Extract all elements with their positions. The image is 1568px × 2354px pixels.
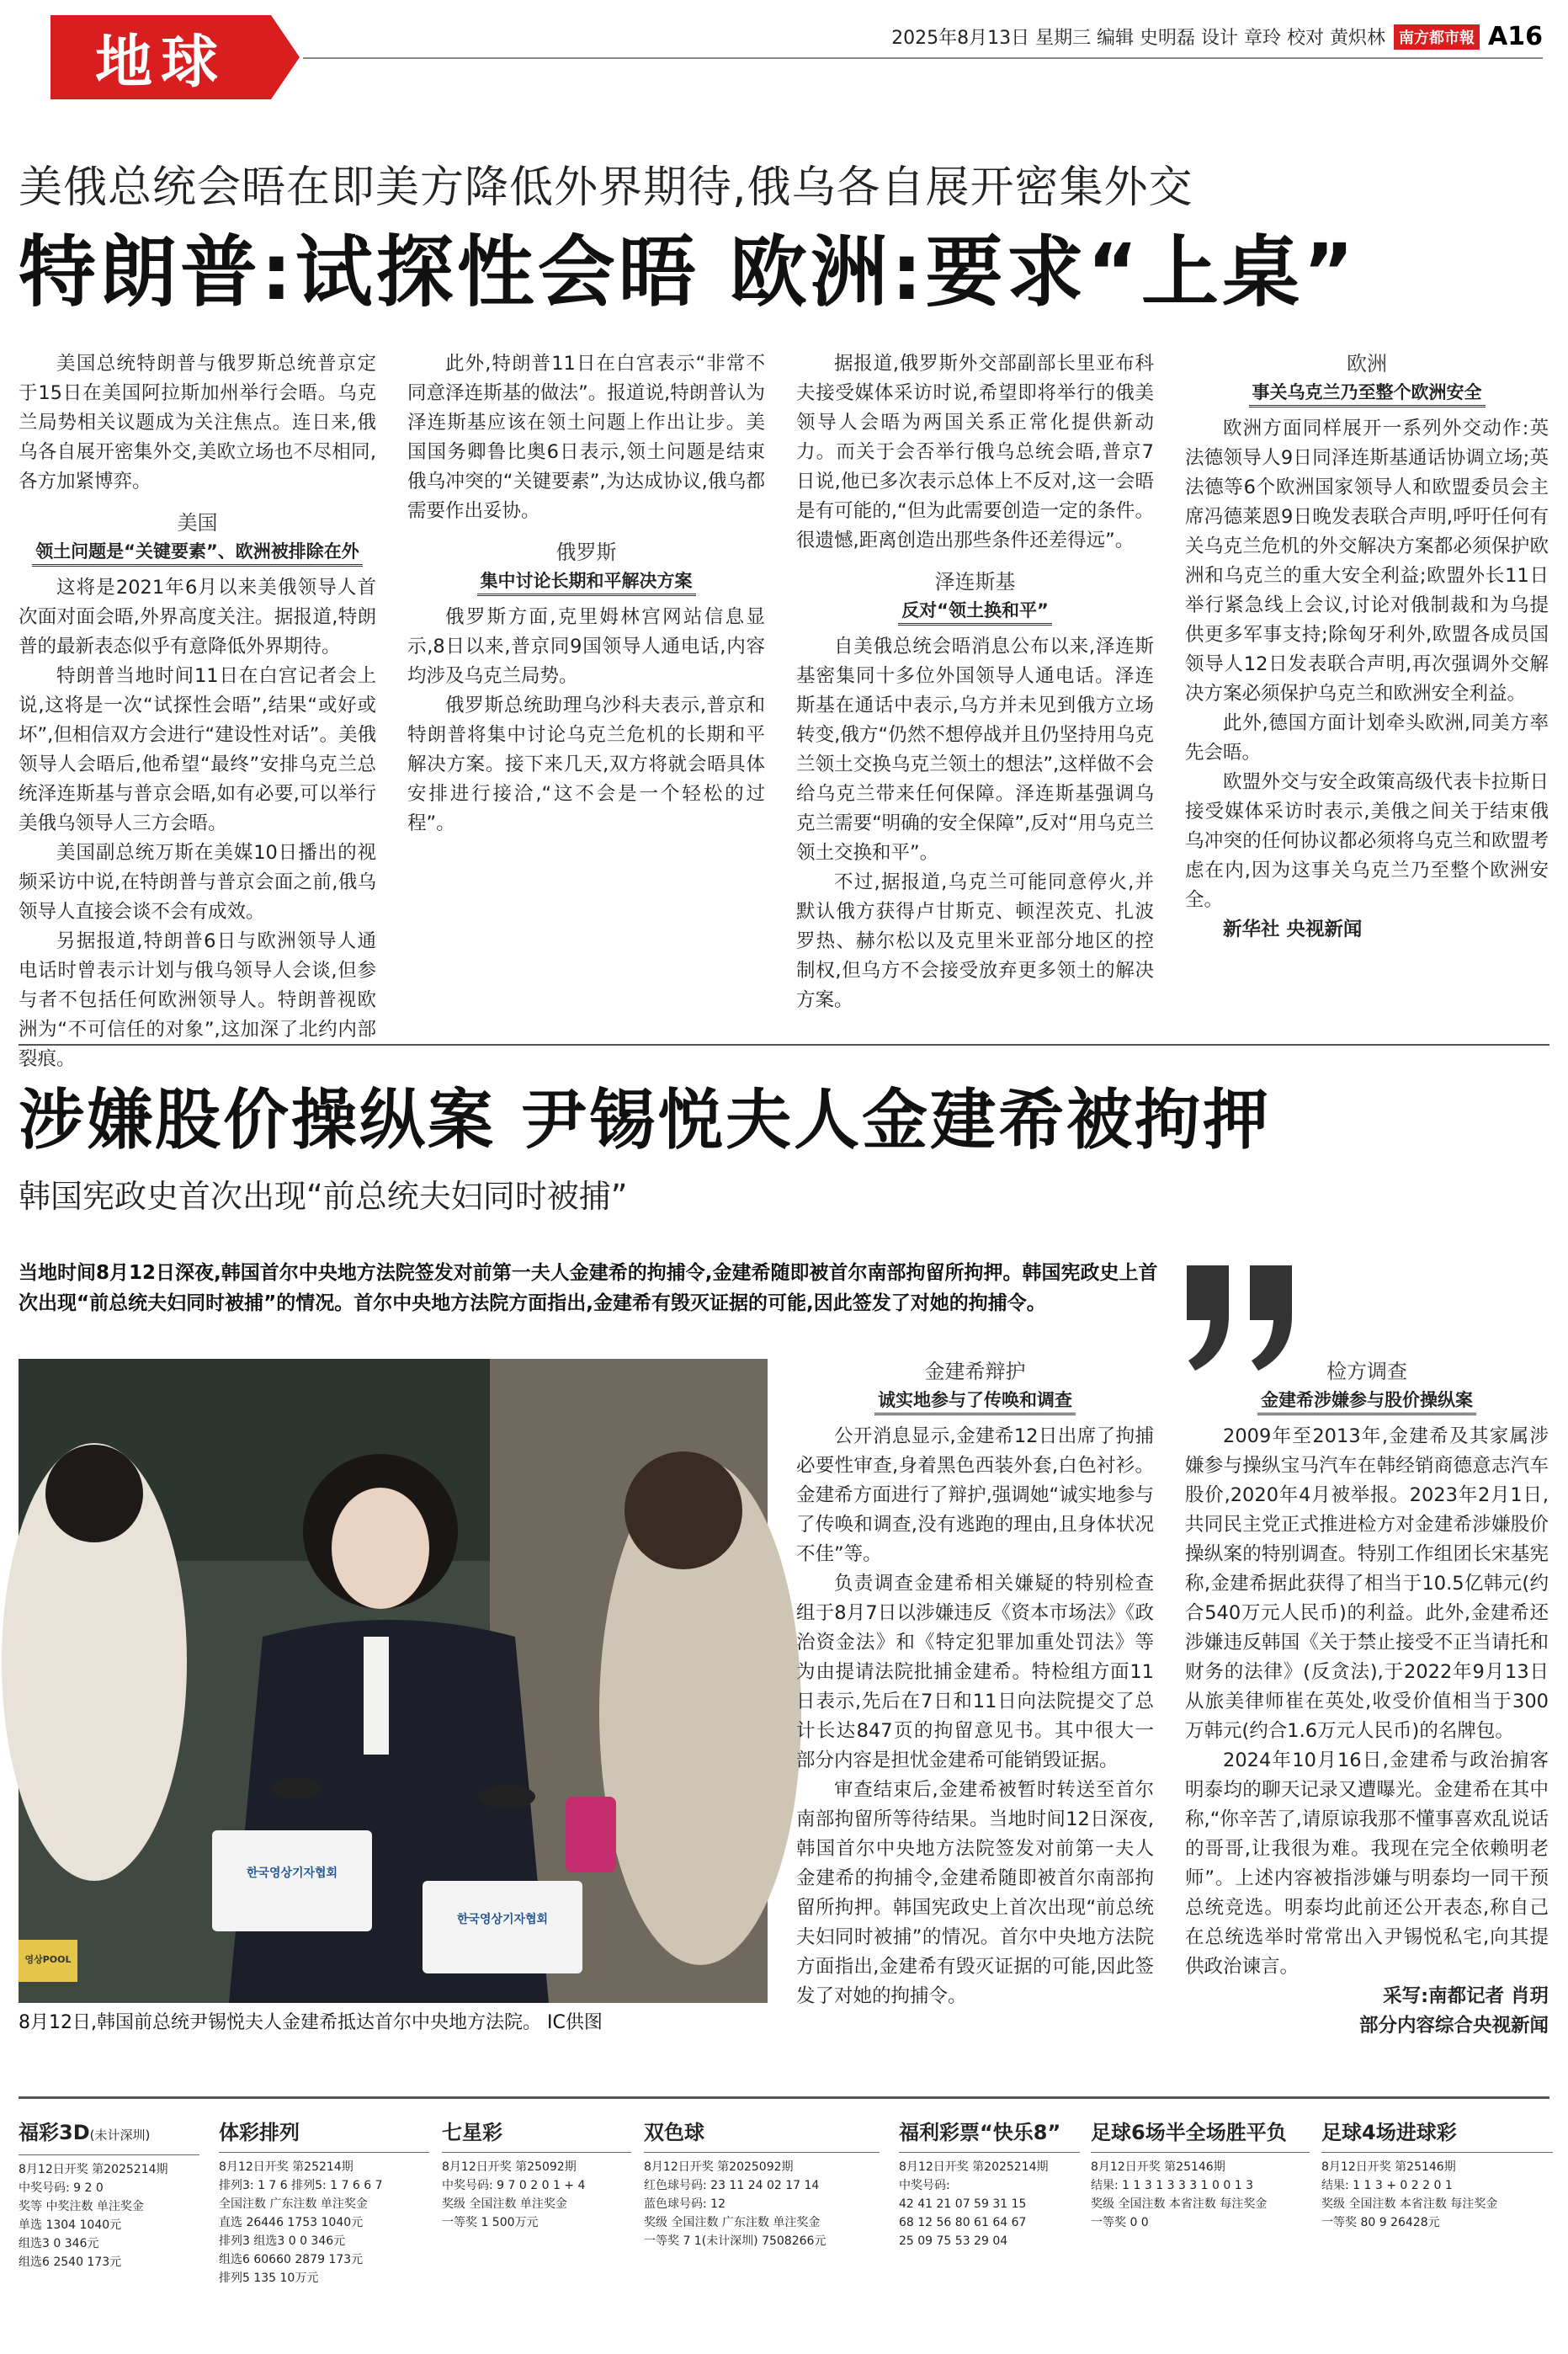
lottery-line: 中奖号码: 9 2 0 xyxy=(19,2181,104,2195)
lottery-block xyxy=(1321,2113,1553,2232)
paragraph: 俄罗斯总统助理乌沙科夫表示,普京和特朗普将集中讨论乌克兰危机的长期和平解决方案。接下来几天,双方将就会晤具体安排进行接洽,“这不会是一个轻松的过程”。 xyxy=(407,695,765,834)
story2-subhead: 韩国宪政史首次出现“前总统夫妇同时被捕” xyxy=(19,1178,628,1215)
lottery-line: 排列3: 1 7 6 排列5: 1 7 6 6 7 xyxy=(219,2179,383,2192)
lottery-block xyxy=(442,2113,631,2232)
europe-kicker: 欧洲 xyxy=(1347,352,1387,375)
lottery-line: 奖级 全国注数 本省注数 每注奖金 xyxy=(1091,2197,1268,2211)
lottery-line: 8月12日开奖 第2025214期 xyxy=(899,2160,1049,2174)
lottery-line: 结果: 1 1 3 + 0 2 2 0 1 xyxy=(1321,2179,1453,2192)
lottery-line: 组选6 2540 173元 xyxy=(19,2255,122,2269)
brand-logo: 南方都市報 xyxy=(1394,24,1480,50)
page-number: A16 xyxy=(1488,22,1543,51)
story2-byline: 采写:南都记者 肖玥 xyxy=(1383,1985,1549,2007)
paragraph: 自美俄总统会晤消息公布以来,泽连斯基密集同十多位外国领导人通电话。泽连斯基在通话中表示,乌方并未见到俄方立场转变,俄方“仍然不想停战并且仍坚持用乌克兰领土交换乌克兰领土的想法”,这样做不会给乌克兰带来任何保障。泽连斯基强调乌克兰需要“明确的安全保障”,反对“用乌克兰领土交换和平”。 xyxy=(796,636,1154,864)
defense-title: 诚实地参与了传唤和调查 xyxy=(874,1387,1076,1415)
lottery-line: 一等奖 7 1(未计深圳) 7508266元 xyxy=(644,2234,827,2248)
lottery-line: 奖等 中奖注数 单注奖金 xyxy=(19,2200,144,2213)
lottery-line: 蓝色球号码: 12 xyxy=(644,2197,726,2211)
lottery-line: 一等奖 80 9 26428元 xyxy=(1321,2216,1440,2229)
story1-col3 xyxy=(796,349,1154,1015)
lottery-line: 25 09 75 53 29 04 xyxy=(899,2234,1008,2248)
lottery-line: 奖级 全国注数 广东注数 单注奖金 xyxy=(644,2216,821,2229)
lottery-title xyxy=(19,2113,199,2155)
lottery-title: 七星彩 xyxy=(442,2113,631,2153)
lottery-line: 红色球号码: 23 11 24 02 17 14 xyxy=(644,2179,820,2192)
story-divider xyxy=(19,1044,1549,1046)
lottery-results xyxy=(0,2113,1568,2354)
story2-col4 xyxy=(1185,1357,1549,2041)
photo-sign-text: 한국영상기자협회 xyxy=(456,1913,549,1926)
date-line: 2025年8月13日 星期三 编辑 史明磊 设计 章玲 校对 黄炽林 xyxy=(891,28,1386,49)
story1-kicker: 美俄总统会晤在即美方降低外界期待,俄乌各自展开密集外交 xyxy=(19,162,1193,213)
paragraph: 负责调查金建希相关嫌疑的特别检查组于8月7日以涉嫌违反《资本市场法》《政治资金法》和《特定犯罪加重处罚法》等为由提请法院批捕金建希。特检组方面11日表示,先后在7日和11日向法院提交了总计长达847页的拘留意见书。其中很大一部分内容是担忧金建希可能销毁证据。 xyxy=(796,1573,1154,1771)
lottery-line: 组选3 0 346元 xyxy=(19,2237,99,2250)
lottery-title: 双色球 xyxy=(644,2113,880,2153)
lottery-title-text: 福彩3D xyxy=(19,2121,90,2144)
europe-title: 事关乌克兰乃至整个欧洲安全 xyxy=(1249,380,1486,407)
lottery-block xyxy=(1091,2113,1310,2232)
lottery-title: 足球4场进球彩 xyxy=(1321,2113,1553,2153)
russia-kicker: 俄罗斯 xyxy=(555,541,617,564)
story2-col3 xyxy=(796,1357,1154,2011)
lottery-line: 68 12 56 80 61 64 67 xyxy=(899,2216,1027,2229)
lottery-line: 中奖号码: 9 7 0 2 0 1 + 4 xyxy=(442,2179,586,2192)
probe-kicker: 检方调查 xyxy=(1326,1360,1407,1383)
us-subsection xyxy=(19,509,376,567)
europe-subsection xyxy=(1185,349,1549,407)
ukraine-kicker: 泽连斯基 xyxy=(934,570,1016,594)
lottery-line: 排列3 组选3 0 0 346元 xyxy=(219,2234,346,2248)
paragraph: 特朗普当地时间11日在白宫记者会上说,这将是一次“试探性会晤”,结果“或好或坏”,但相信双方会进行“建设性对话”。美俄领导人会晤后,他希望“最终”安排乌克兰总统泽连斯基与普京会晤,如有必要,可以举行美俄乌领导人三方会晤。 xyxy=(19,665,376,834)
story1-headline: 特朗普:试探性会晤 欧洲:要求“上桌” xyxy=(19,227,1358,317)
lottery-block xyxy=(644,2113,880,2250)
lottery-title: 福利彩票“快乐8” xyxy=(899,2113,1080,2153)
paragraph: 欧洲方面同样展开一系列外交动作:英法德领导人9日同泽连斯基通话协调立场;英法德等6个欧洲国家领导人和欧盟委员会主席冯德莱恩9日晚发表联合声明,呼吁任何有关乌克兰危机的外交解决方案都必须保护欧洲和乌克兰的重大安全利益;欧盟外长11日举行紧急线上会议,讨论对俄制裁和为乌提供更多军事支持;除匈牙利外,欧盟各成员国领导人12日发表联合声明,再次强调外交解决方案必须保护乌克兰和欧洲安全利益。 xyxy=(1185,418,1549,705)
lottery-line: 组选6 60660 2879 173元 xyxy=(219,2253,364,2266)
paragraph: 2024年10月16日,金建希与政治掮客明泰均的聊天记录又遭曝光。金建希在其中称,“你辛苦了,请原谅我那不懂事喜欢乱说话的哥哥,让我很为难。我现在完全依赖明老师”。上述内容被指涉嫌与明泰均一同干预总统竞选。明泰均此前还公开表态,称自己在总统选举时常常出入尹锡悦私宅,向其提供政治谏言。 xyxy=(1185,1750,1549,1978)
lottery-divider xyxy=(19,2096,1549,2099)
lottery-line: 8月12日开奖 第25146期 xyxy=(1091,2160,1225,2174)
lottery-line: 排列5 135 10万元 xyxy=(219,2271,319,2285)
lottery-block xyxy=(899,2113,1080,2250)
paragraph: 审查结束后,金建希被暂时转送至首尔南部拘留所等待结果。当地时间12日深夜,韩国首尔中央地方法院签发对前第一夫人金建希的拘捕令,金建希随即被首尔南部拘留所拘押。韩国宪政史上首次出现“前总统夫妇同时被捕”的情况。首尔中央地方法院方面指出,金建希有毁灭证据的可能,因此签发了对她的拘捕令。 xyxy=(796,1779,1154,2007)
story1-byline: 新华社 央视新闻 xyxy=(1223,919,1363,940)
photo-pool-text: 영상POOL xyxy=(24,1954,72,1965)
ukraine-subsection xyxy=(796,567,1154,626)
paragraph: 另据报道,特朗普6日与欧洲领导人通电话时曾表示计划与俄乌领导人会谈,但参与者不包括任何欧洲领导人。特朗普视欧洲为“不可信任的对象”,这加深了北约内部裂痕。 xyxy=(19,930,376,1070)
story1-intro: 美国总统特朗普与俄罗斯总统普京定于15日在美国阿拉斯加州举行会晤。乌克兰局势相关议题成为关注焦点。连日来,俄乌各自展开密集外交,美欧立场也不尽相同,各方加紧博弈。 xyxy=(19,353,376,493)
lottery-title-note: (未计深圳) xyxy=(89,2128,151,2143)
us-title: 领土问题是“关键要素”、欧洲被排除在外 xyxy=(32,539,363,567)
story1-col2 xyxy=(407,349,765,839)
lottery-line: 8月12日开奖 第2025214期 xyxy=(19,2163,168,2176)
ukraine-title: 反对“领土换和平” xyxy=(898,598,1052,626)
lottery-line: 8月12日开奖 第2025092期 xyxy=(644,2160,794,2174)
lottery-line: 直选 26446 1753 1040元 xyxy=(219,2216,364,2229)
paragraph: 欧盟外交与安全政策高级代表卡拉斯日接受媒体采访时表示,美俄之间关于结束俄乌冲突的任何协议都必须将乌克兰和欧盟考虑在内,因为这事关乌克兰乃至整个欧洲安全。 xyxy=(1185,771,1549,911)
paragraph: 不过,据报道,乌克兰可能同意停火,并默认俄方获得卢甘斯克、顿涅茨克、扎波罗热、赫尔松以及克里米亚部分地区的控制权,但乌方不会接受放弃更多领土的解决方案。 xyxy=(796,871,1154,1011)
lottery-title: 足球6场半全场胜平负 xyxy=(1091,2113,1310,2153)
russia-title: 集中讨论长期和平解决方案 xyxy=(477,568,696,596)
probe-subsection xyxy=(1185,1357,1549,1415)
photo-caption: 8月12日,韩国前总统尹锡悦夫人金建希抵达首尔中央地方法院。 IC供图 xyxy=(19,2012,603,2033)
lottery-line: 8月12日开奖 第25092期 xyxy=(442,2160,577,2174)
lottery-line: 全国注数 广东注数 单注奖金 xyxy=(219,2197,368,2211)
lottery-block xyxy=(219,2113,429,2287)
paragraph: 美国副总统万斯在美媒10日播出的视频采访中说,在特朗普与普京会面之前,俄乌领导人直接会谈不会有成效。 xyxy=(19,842,376,923)
lottery-line: 一等奖 1 500万元 xyxy=(442,2216,539,2229)
lottery-line: 单选 1304 1040元 xyxy=(19,2218,122,2232)
paragraph: 据报道,俄罗斯外交部副部长里亚布科夫接受媒体采访时说,希望即将举行的俄美领导人会晤为两国关系正常化提供新动力。而关于会否举行俄乌总统会晤,普京7日说,他已多次表示总体上不反对,这一会晤是有可能的,“但为此需要创造一定的条件。很遗憾,距离创造出那些条件还差得远”。 xyxy=(796,353,1154,551)
lottery-title: 体彩排列 xyxy=(219,2113,429,2153)
russia-subsection xyxy=(407,538,765,596)
story1-col4 xyxy=(1185,349,1549,945)
lottery-line: 8月12日开奖 第25214期 xyxy=(219,2160,353,2174)
story2-lead: 当地时间8月12日深夜,韩国首尔中央地方法院签发对前第一夫人金建希的拘捕令,金建希随即被首尔南部拘留所拘押。韩国宪政史上首次出现“前总统夫妇同时被捕”的情况。首尔中央地方法院方面指出,金建希有毁灭证据的可能,因此签发了对她的拘捕令。 xyxy=(19,1262,1158,1314)
header-rule xyxy=(303,57,1543,59)
paragraph: 2009年至2013年,金建希及其家属涉嫌参与操纵宝马汽车在韩经销商德意志汽车股价,2020年4月被举报。2023年2月1日,共同民主党正式推进检方对金建希涉嫌股价操纵案的特别调查。特别工作组团长宋基宪称,金建希据此获得了相当于10.5亿韩元(约合540万元人民币)的利益。此外,金建希还涉嫌违反韩国《关于禁止接受不正当请托和财务的法律》(反贪法),于2022年9月13日从旅美律师崔在英处,收受价值相当于300万韩元(约合1.6万元人民币)的名牌包。 xyxy=(1185,1425,1549,1742)
lottery-block xyxy=(19,2113,199,2271)
paragraph: 这将是2021年6月以来美俄领导人首次面对面会晤,外界高度关注。据报道,特朗普的最新表态似乎有意降低外界期待。 xyxy=(19,577,376,658)
lottery-line: 一等奖 0 0 xyxy=(1091,2216,1149,2229)
story1-col1 xyxy=(19,349,376,1070)
us-kicker: 美国 xyxy=(177,511,218,535)
lottery-line: 结果: 1 1 3 1 3 3 3 1 0 0 1 3 xyxy=(1091,2179,1254,2192)
lottery-line: 中奖号码: xyxy=(899,2179,950,2192)
defense-kicker: 金建希辩护 xyxy=(924,1360,1026,1383)
story2-headline: 涉嫌股价操纵案 尹锡悦夫人金建希被拘押 xyxy=(19,1083,1272,1158)
lottery-line: 奖级 全国注数 单注奖金 xyxy=(442,2197,567,2211)
lottery-line: 42 41 21 07 59 31 15 xyxy=(899,2197,1027,2211)
paragraph: 此外,特朗普11日在白宫表示“非常不同意泽连斯基的做法”。报道说,特朗普认为泽连斯基应该在领土问题上作出让步。美国国务卿鲁比奥6日表示,领土问题是结束俄乌冲突的“关键要素”,为达成协议,俄乌都需要作出妥协。 xyxy=(407,353,765,522)
paragraph: 公开消息显示,金建希12日出席了拘捕必要性审查,身着黑色西装外套,白色衬衫。金建希方面进行了辩护,强调她“诚实地参与了传唤和调查,没有逃跑的理由,且身体状况不佳”等。 xyxy=(796,1425,1154,1565)
paragraph: 俄罗斯方面,克里姆林宫网站信息显示,8日以来,普京同9国领导人通电话,内容均涉及乌克兰局势。 xyxy=(407,606,765,687)
photo-sign-text: 한국영상기자협회 xyxy=(246,1867,338,1880)
section-tag: 地球 xyxy=(50,15,271,99)
news-photo xyxy=(19,1359,768,2003)
header-meta xyxy=(891,22,1543,51)
paragraph: 此外,德国方面计划牵头欧洲,同美方率先会晤。 xyxy=(1185,712,1549,764)
lottery-line: 8月12日开奖 第25146期 xyxy=(1321,2160,1456,2174)
story2-source: 部分内容综合央视新闻 xyxy=(1358,2015,1549,2037)
lottery-line: 奖级 全国注数 本省注数 每注奖金 xyxy=(1321,2197,1498,2211)
defense-subsection xyxy=(796,1357,1154,1415)
probe-title: 金建希涉嫌参与股价操纵案 xyxy=(1257,1387,1476,1415)
